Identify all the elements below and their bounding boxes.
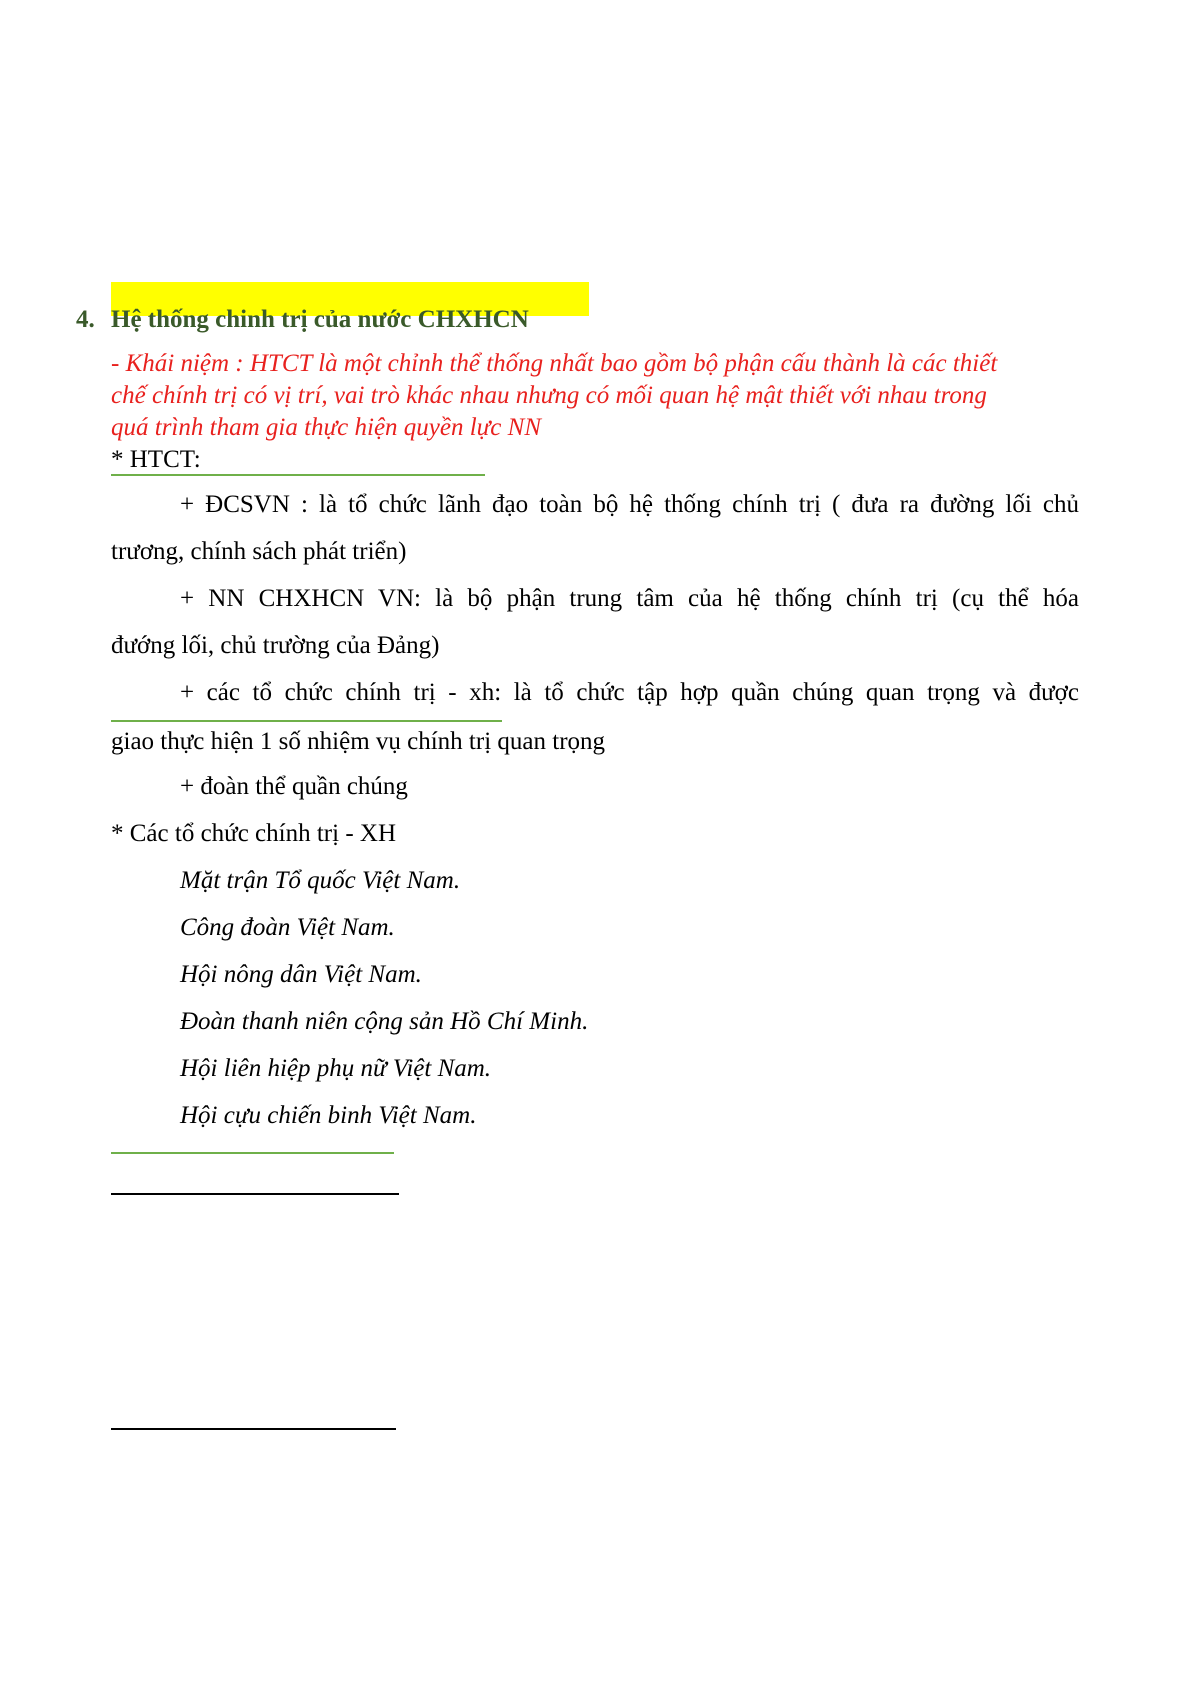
section-number: 4. (76, 306, 95, 333)
concept-line-3: quá trình tham gia thực hiện quyền lực NN (111, 414, 542, 441)
org-item: Mặt trận Tổ quốc Việt Nam. (180, 867, 461, 894)
htct-item-1-line-2: trương, chính sách phát triển) (111, 538, 407, 565)
green-rule-1 (111, 474, 485, 476)
htct-item-2-line-1: + NN CHXHCN VN: là bộ phận trung tâm của hệ thống chính trị (cụ thể hóa (180, 585, 1079, 612)
org-item: Hội liên hiệp phụ nữ Việt Nam. (180, 1055, 492, 1082)
org-item: Hội cựu chiến binh Việt Nam. (180, 1102, 477, 1129)
htct-item-3-line-2: giao thực hiện 1 số nhiệm vụ chính trị quan trọng (111, 728, 606, 755)
section-title: Hệ thống chinh trị của nước CHXHCN (111, 306, 529, 333)
htct-label: * HTCT: (111, 446, 201, 473)
footnote-separator-1 (111, 1193, 399, 1195)
concept-line-2: chế chính trị có vị trí, vai trò khác nhau nhưng có mối quan hệ mật thiết với nhau trong (111, 382, 987, 409)
htct-item-2-line-2: đướng lối, chủ trường của Đảng) (111, 632, 440, 659)
mass-org-item: + đoàn thể quần chúng (180, 773, 408, 800)
org-item: Hội nông dân Việt Nam. (180, 961, 422, 988)
org-item: Công đoàn Việt Nam. (180, 914, 395, 941)
footnote-separator-2 (111, 1428, 396, 1430)
orgs-label: * Các tổ chức chính trị - XH (111, 820, 396, 847)
org-item: Đoàn thanh niên cộng sản Hồ Chí Minh. (180, 1008, 589, 1035)
concept-line-1: - Khái niệm : HTCT là một chỉnh thể thống nhất bao gồm bộ phận cấu thành là các thiết (111, 350, 998, 377)
htct-item-1-line-1: + ĐCSVN : là tổ chức lãnh đạo toàn bộ hệ thống chính trị ( đưa ra đường lối chủ (180, 491, 1079, 518)
green-rule-3 (111, 1152, 394, 1154)
green-rule-2 (111, 720, 502, 722)
htct-item-3-line-1: + các tổ chức chính trị - xh: là tổ chức tập hợp quần chúng quan trọng và được (180, 679, 1079, 706)
